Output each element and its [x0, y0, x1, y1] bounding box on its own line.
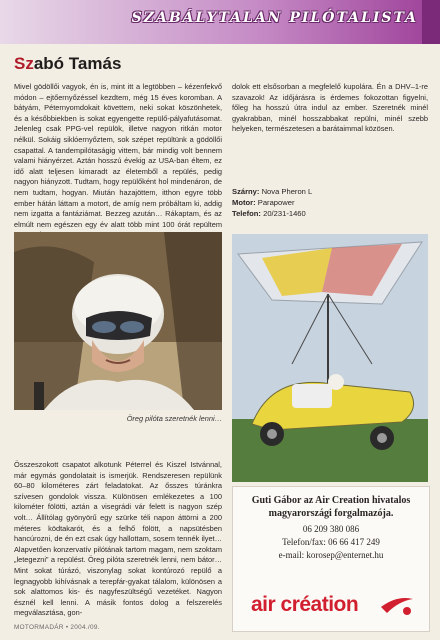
logo-swoosh-icon: [377, 593, 417, 617]
ad-dealer-line-2: magyarországi forgalmazója.: [268, 508, 394, 519]
corner-tab: [422, 0, 440, 44]
ad-email[interactable]: e-mail: korosep@enternet.hu: [278, 550, 384, 560]
body-paragraph: Összeszokott csapatot alkotunk Péterrel és Kiszel Istvánnal, már egymás gondolatait is ismerjük. Rendszeresen repülünk 60–80 kilométeres zárt feladatokat. Az ősszes túránkra szívesen gondolok vissza. Különösen emlékezetes a 100 kilométer fölötti, aztán a visegrádi vár felett is nagyon szép volt… Állítólag gyönyörű egy szürke téli napon áttörni a 200 méteres ködtakarót, és a felhő fölött, a napsütésben hancúrozni, de én ezt csak úgy hallottam, sosem tennék ilyet… Alapvetően konzervatív pilótának tartom magam, nem szoktam „letegezni” a repülést. Öreg pilóta szeretnék lenni, nem bátor… Mint sokat túrázó, viszonylag sokat kontúrozó repülő a legnagyobb kihívásnak a terepfár-gyakat tálalom, különösen a sok alattomos kis- és nagyfeszültségű vezetéket. Nagyon észnél kell lenni. A másik fontos dolog a felszerelés megválasztása, gon-: [14, 460, 222, 618]
ad-fax: Telefon/fax: 06 66 417 249: [282, 537, 380, 547]
pilot-portrait-illustration: [14, 232, 222, 410]
article-title: [14, 54, 121, 74]
ad-phone: 06 209 380 086: [302, 524, 360, 534]
title-rest: abó Tamás: [33, 54, 122, 73]
spec-motor: Motor: Parapower: [232, 198, 295, 207]
spec-phone: Telefon: 20/231-1460: [232, 209, 306, 218]
page-footer: MOTORMADÁR • 2004./09.: [14, 624, 100, 631]
pilot-specs: [232, 186, 428, 219]
advertisement: [232, 486, 430, 632]
trike-photo: [232, 234, 428, 482]
title-initial: Sz: [14, 54, 34, 73]
ad-dealer-line: Guti Gábor az Air Creation hivatalos: [251, 495, 411, 506]
section-title: SZABÁLYTALAN PILÓTALISTA: [131, 10, 418, 26]
logo-text: air création: [251, 593, 359, 616]
air-creation-logo: [245, 587, 417, 621]
photo-caption: Öreg pilóta szeretnék lenni…: [126, 414, 222, 423]
pilot-portrait-photo: [14, 232, 222, 410]
right-column-paragraph: dolok ett elsősorban a megfelelő kupolára. Én a DHV–1-re szavazok! Az időjárásra is érdemes fokozottan figyelni, főleg ha hosszú útra indul az ember. Szeretnék minél gyakrabban, minél hosszabbakat repülni, minél szebb helyeken, természetesen a barátaimmal közösen.: [232, 82, 428, 134]
intro-paragraph: Mivel gödöllői vagyok, én is, mint itt a legtöbben – kézenfekvő módon – ejtőernyőzéssel kezdtem, még 15 éves koromban. A bátyám, Péternyomdokait követtem, neki sokat köszönhetek, és a későbbiekben is sokat egyengette repülő-pályafutásomat. Jelenleg csak PPG-vel repülök, illetve nagyon ritkán motor nélkül. Sokáig siklóernyőztem, sok szépet repültünk a gödöllői csapattal. A tandempilótaságig vittem, bár mindig volt bennem valami hiányérzet. Aztán hosszú évekig az USA-ban éltem, ez idő alatt teljesen kimaradt az életemből a repülés, pedig nagyon hiányzott. Tudtam, hogy repülőként hol mindenáron, de nem tudtam, hogyan. Miután hazajöttem, itthon egyre több ember hátán láttam a motort, de amíg nem próbáltam ki, addig nem izgatta a fantáziámat. Bezzeg azután… Rákaptam, és az elmúlt nem egészen egy év alatt több mint 100 órát repültem: [14, 82, 222, 229]
spec-wing: Szárny: Nova Pheron L: [232, 187, 313, 196]
trike-illustration: [232, 234, 428, 482]
